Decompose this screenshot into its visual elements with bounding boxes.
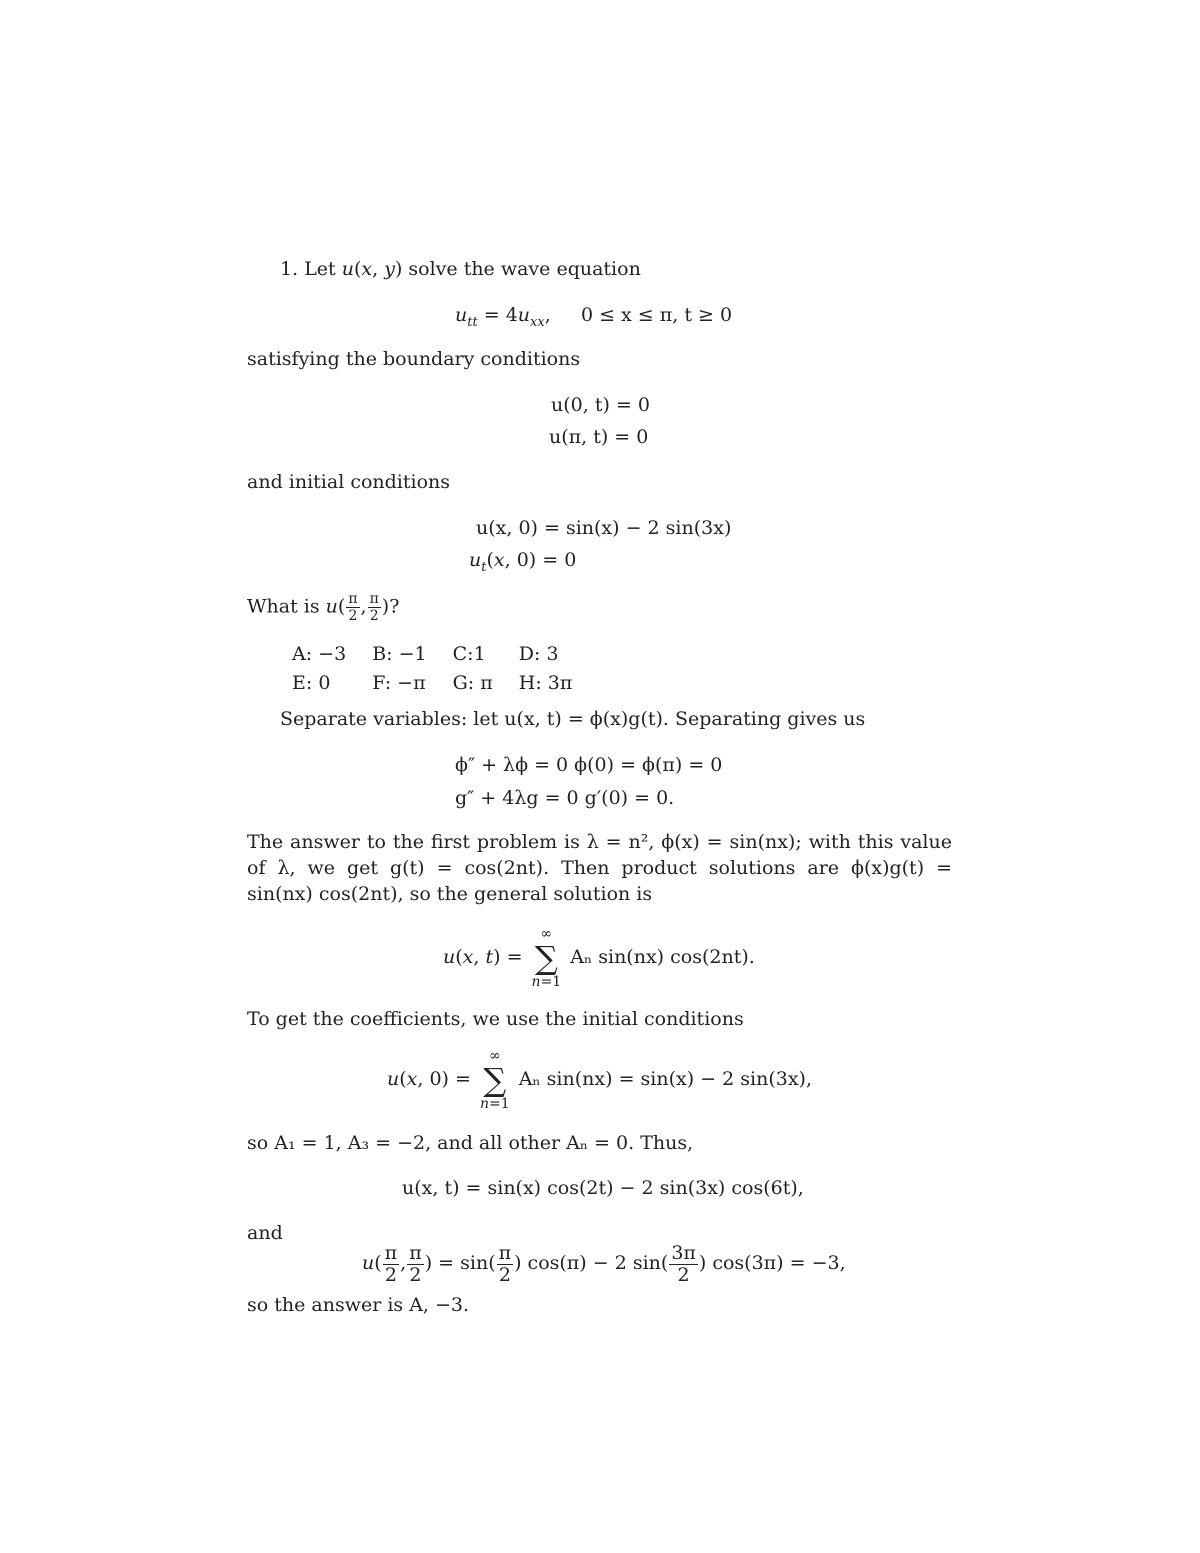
ic-text: and initial conditions bbox=[247, 471, 451, 493]
boundary-condition-2: u(π, t) = 0 bbox=[549, 426, 649, 448]
choice-c: C:1 bbox=[452, 642, 486, 665]
choice-e: E: 0 bbox=[292, 671, 331, 694]
coefficient-text: To get the coefficients, we use the initial conditions bbox=[247, 1008, 744, 1030]
problem-number: 1. bbox=[280, 258, 299, 280]
problem-intro: 1. Let u(x, y) solve the wave equation bbox=[280, 258, 641, 280]
intro-text-a: Let bbox=[304, 258, 336, 280]
general-solution: u(x, t) = ∞ ∑ n=1 Aₙ sin(nx) cos(2nt). bbox=[443, 926, 755, 990]
final-solution: u(x, t) = sin(x) cos(2t) − 2 sin(3x) cos(6t), bbox=[402, 1177, 804, 1199]
choice-row bbox=[288, 640, 594, 669]
initial-condition-1: u(x, 0) = sin(x) − 2 sin(3x) bbox=[476, 517, 732, 539]
separated-eq-phi: ϕ″ + λϕ = 0 ϕ(0) = ϕ(π) = 0 bbox=[455, 754, 723, 776]
initial-condition-2: $u_t(x$, 0) = 0 bbox=[469, 549, 577, 575]
choice-row bbox=[288, 669, 594, 698]
separation-text: Separate variables: let u(x, t) = ϕ(x)g(t). Separating gives us bbox=[280, 708, 866, 730]
final-answer: so the answer is A, −3. bbox=[247, 1294, 470, 1316]
gen-sol-rhs: Aₙ sin(nx) cos(2nt). bbox=[570, 946, 755, 968]
intro-text-b: solve the wave equation bbox=[408, 258, 641, 280]
coefficients-result: so A₁ = 1, A₃ = −2, and all other Aₙ = 0. Thus, bbox=[247, 1132, 694, 1154]
boundary-condition-1: u(0, t) = 0 bbox=[551, 394, 650, 416]
choice-b: B: −1 bbox=[372, 642, 427, 665]
choice-g: G: π bbox=[452, 671, 493, 694]
evaluation-equation: u( $\frac{\pi}{2}$ , $\frac{\pi}{2}$ ) = sin( $\frac{\pi}{2}$ ) cos(π) − 2 sin( $\frac{3\pi}{2}$ ) cos(3π) = −3, bbox=[362, 1241, 846, 1286]
question-prefix: What is bbox=[247, 595, 320, 618]
summation-sign: ∞ ∑ n=1 bbox=[531, 926, 562, 990]
bc-text: satisfying the boundary conditions bbox=[247, 348, 581, 370]
question: What is u( $\frac{\pi}{2}$ , $\frac{\pi}{2}$ )? bbox=[247, 591, 400, 624]
wave-eq-range: 0 ≤ x ≤ π, t ≥ 0 bbox=[580, 304, 733, 326]
eigen-paragraph: The answer to the first problem is λ = n², ϕ(x) = sin(nx); with this value of λ, we get g(t) = cos(2nt). Then product solutions are ϕ(x)g(t) = sin(nx) cos(2nt), so the general solution is bbox=[247, 831, 952, 905]
choice-h: H: 3π bbox=[518, 671, 573, 694]
choice-a: A: −3 bbox=[292, 642, 347, 665]
separated-eq-g: g″ + 4λg = 0 g′(0) = 0. bbox=[455, 787, 675, 809]
choice-d: D: 3 bbox=[518, 642, 559, 665]
ic-sum-rhs: Aₙ sin(nx) = sin(x) − 2 sin(3x), bbox=[518, 1068, 812, 1090]
summation-sign: ∞ ∑ n=1 bbox=[479, 1048, 510, 1112]
and-text: and bbox=[247, 1222, 283, 1244]
choice-f: F: −π bbox=[372, 671, 426, 694]
wave-equation: $u_{tt} = 4u_{xx}$, 0 ≤ x ≤ π, t ≥ 0 bbox=[455, 304, 733, 330]
answer-choices bbox=[288, 640, 594, 698]
initial-sum-equation: u(x, 0) = ∞ ∑ n=1 Aₙ sin(nx) = sin(x) − 2 sin(3x), bbox=[387, 1048, 812, 1112]
